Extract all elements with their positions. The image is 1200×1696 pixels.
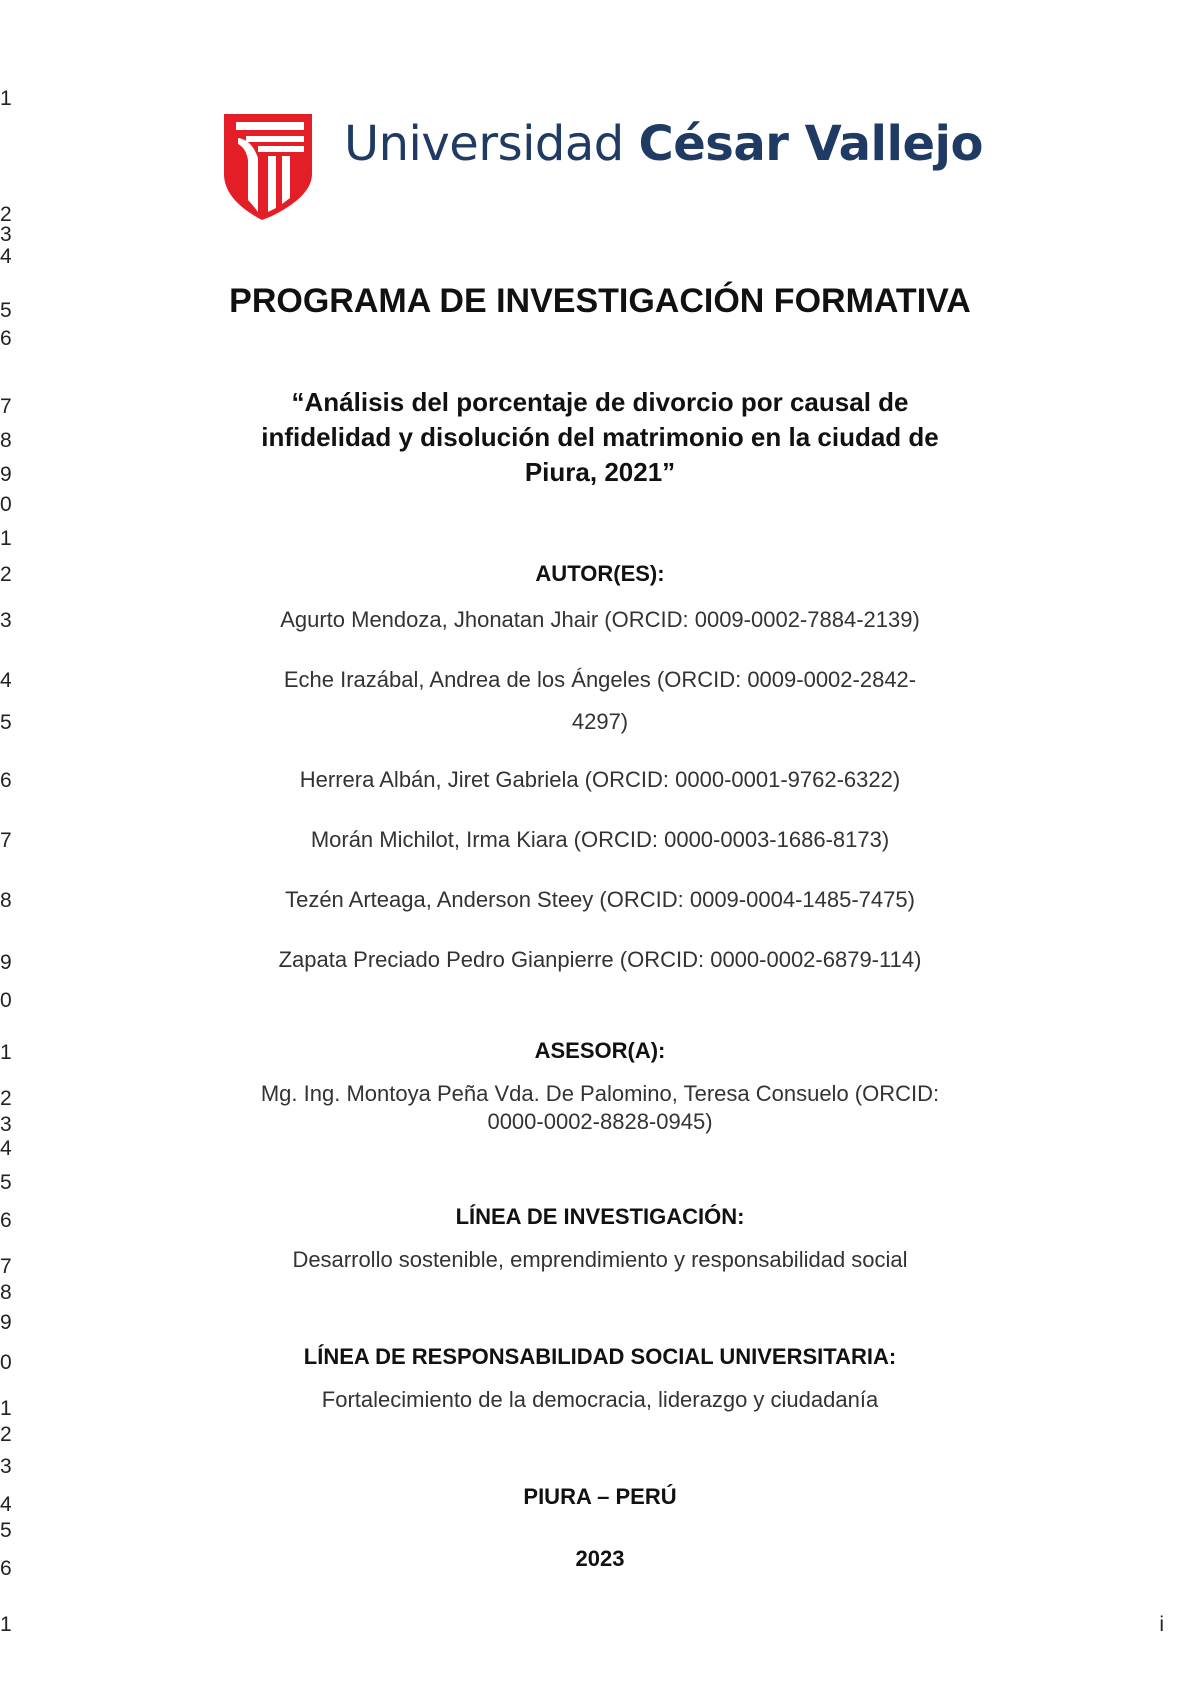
author-entry xyxy=(150,666,1050,736)
line-number: 6 xyxy=(0,769,12,792)
line-number: 3 xyxy=(0,1455,12,1478)
author-entry-line: 4297) xyxy=(571,709,629,734)
line-number: 1 xyxy=(0,1041,12,1064)
line-number: 6 xyxy=(0,1557,12,1580)
line-number: 4 xyxy=(0,669,12,692)
thesis-title-line: infidelidad y disolución del matrimonio en la ciudad de xyxy=(261,422,939,452)
line-number: 5 xyxy=(0,711,12,734)
research-line: Desarrollo sostenible, emprendimiento y responsabilidad social xyxy=(292,1247,908,1272)
social-line-label: LÍNEA DE RESPONSABILIDAD SOCIAL UNIVERSITARIA: xyxy=(303,1344,897,1369)
line-number: 5 xyxy=(0,299,12,322)
line-number: 5 xyxy=(0,1519,12,1542)
line-number: 2 xyxy=(0,1423,12,1446)
university-name-regular: Universidad xyxy=(344,116,639,172)
line-number: 0 xyxy=(0,1351,12,1374)
line-number: 9 xyxy=(0,1311,12,1334)
author-entry: Zapata Preciado Pedro Gianpierre (ORCID: 0000-0002-6879-114) xyxy=(278,947,922,972)
location: PIURA – PERÚ xyxy=(523,1484,677,1509)
line-number: 4 xyxy=(0,1493,12,1516)
advisor-name-line: 0000-0002-8828-0945) xyxy=(487,1109,713,1134)
advisor-label: ASESOR(A): xyxy=(534,1038,666,1063)
author-entry: Tezén Arteaga, Anderson Steey (ORCID: 0009-0004-1485-7475) xyxy=(285,887,915,912)
line-number: 8 xyxy=(0,429,12,452)
line-number: 3 xyxy=(0,1113,12,1136)
advisor-name xyxy=(150,1080,1050,1136)
line-number: 8 xyxy=(0,1281,12,1304)
line-number: 1 xyxy=(0,527,12,550)
line-number: 1 xyxy=(0,1397,12,1420)
thesis-title-line: “Análisis del porcentaje de divorcio por causal de xyxy=(291,387,909,417)
line-number: 0 xyxy=(0,989,12,1012)
line-number: 7 xyxy=(0,395,12,418)
advisor-name-line: Mg. Ing. Montoya Peña Vda. De Palomino, Teresa Consuelo (ORCID: xyxy=(260,1081,940,1106)
line-number: 1 xyxy=(0,87,12,110)
line-number: 2 xyxy=(0,563,12,586)
thesis-title xyxy=(150,385,1050,490)
page-number: i xyxy=(1159,1613,1164,1636)
author-entry: Agurto Mendoza, Jhonatan Jhair (ORCID: 0009-0002-7884-2139) xyxy=(280,607,920,632)
line-number: 3 xyxy=(0,223,12,246)
university-logo xyxy=(218,108,998,224)
line-number: 7 xyxy=(0,1255,12,1278)
author-entry: Morán Michilot, Irma Kiara (ORCID: 0000-0003-1686-8173) xyxy=(310,827,890,852)
research-line-label: LÍNEA DE INVESTIGACIÓN: xyxy=(455,1204,745,1229)
line-number: 6 xyxy=(0,327,12,350)
university-name-bold: César Vallejo xyxy=(638,116,983,172)
line-number: 6 xyxy=(0,1209,12,1232)
line-number: 3 xyxy=(0,609,12,632)
author-entry-line: Eche Irazábal, Andrea de los Ángeles (ORCID: 0009-0002-2842- xyxy=(283,667,917,692)
authors-label: AUTOR(ES): xyxy=(535,561,665,586)
line-number: 8 xyxy=(0,889,12,912)
year: 2023 xyxy=(575,1546,625,1571)
shield-logo-icon xyxy=(218,108,318,224)
author-entry: Herrera Albán, Jiret Gabriela (ORCID: 0000-0001-9762-6322) xyxy=(299,767,901,792)
line-number: 9 xyxy=(0,463,12,486)
line-number: 7 xyxy=(0,829,12,852)
line-number: 0 xyxy=(0,493,12,516)
university-name xyxy=(344,116,983,172)
line-number: 9 xyxy=(0,951,12,974)
line-number: 5 xyxy=(0,1171,12,1194)
thesis-title-line: Piura, 2021” xyxy=(524,457,676,487)
line-number: 1 xyxy=(0,1613,12,1636)
program-title: PROGRAMA DE INVESTIGACIÓN FORMATIVA xyxy=(229,282,971,320)
line-number: 2 xyxy=(0,203,12,226)
social-line: Fortalecimiento de la democracia, liderazgo y ciudadanía xyxy=(321,1387,879,1412)
line-number: 2 xyxy=(0,1087,12,1110)
line-number: 4 xyxy=(0,245,12,268)
line-number: 4 xyxy=(0,1137,12,1160)
